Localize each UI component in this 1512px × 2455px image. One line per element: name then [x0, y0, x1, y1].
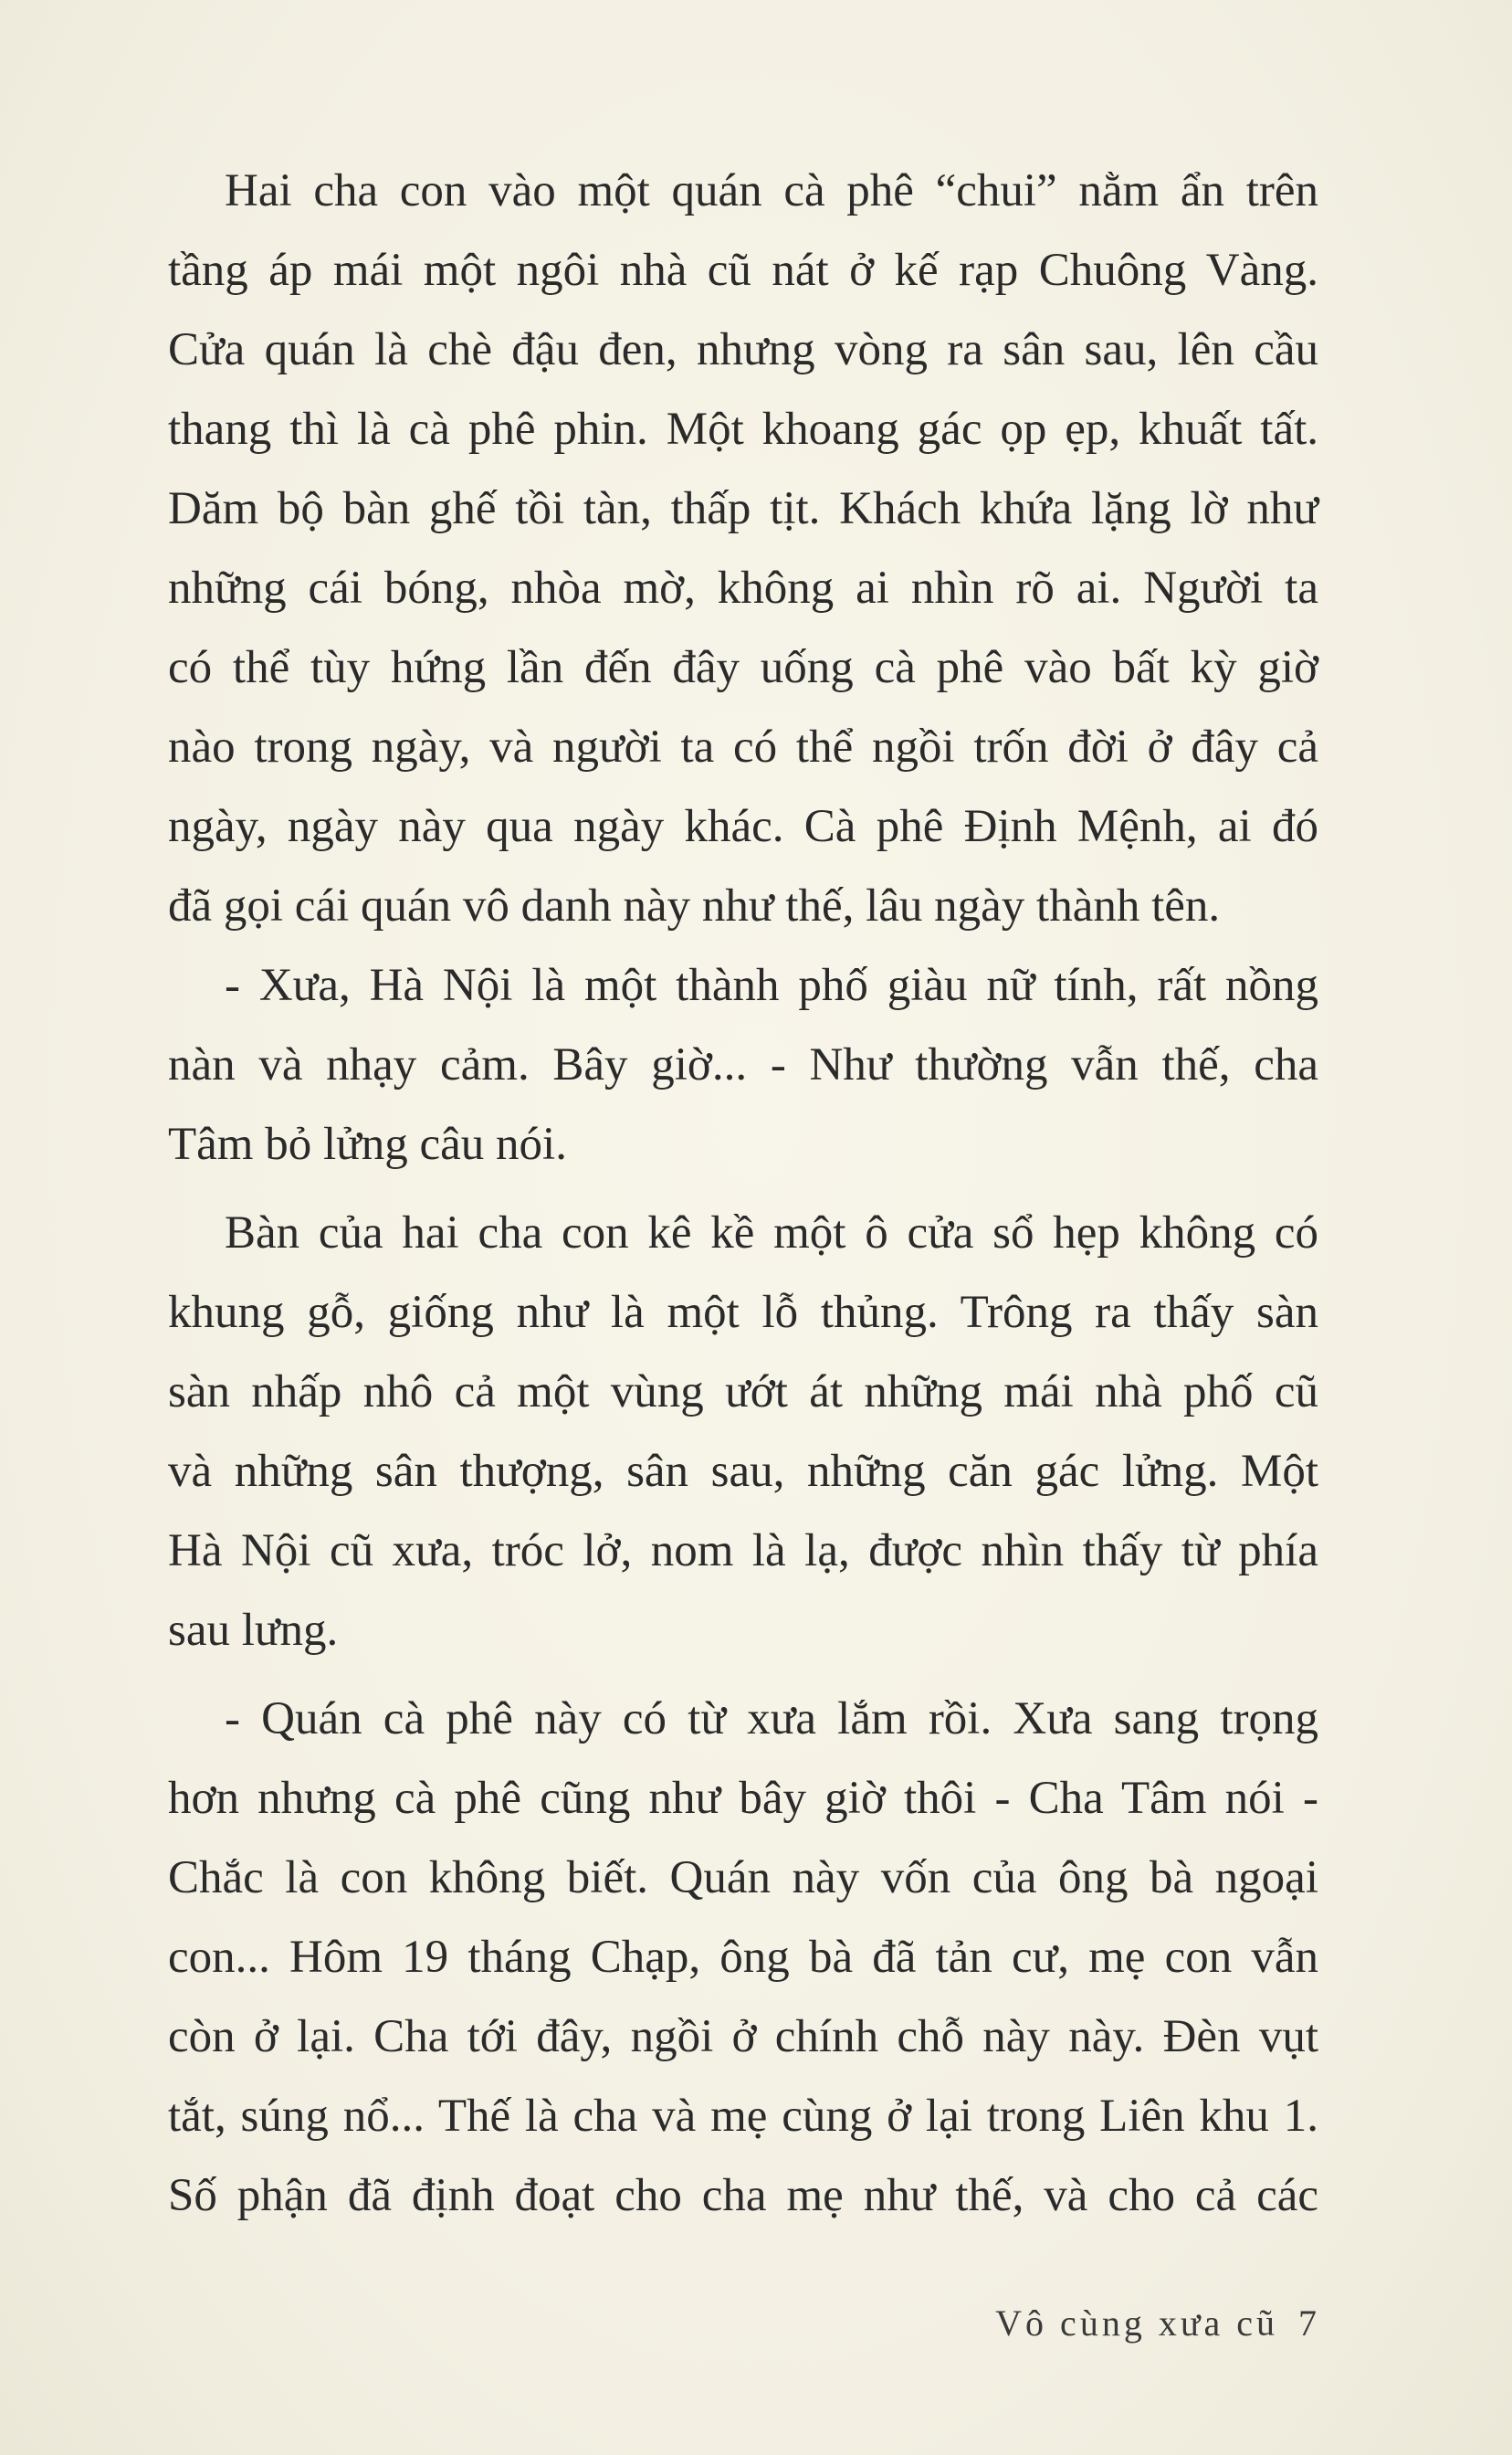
text-line: con... Hôm 19 tháng Chạp, ông bà đã tản cư, mẹ con vẫn	[168, 1932, 1318, 1983]
text-line: Hà Nội cũ xưa, tróc lở, nom là lạ, được nhìn thấy từ phía	[168, 1525, 1318, 1576]
text-line: - Xưa, Hà Nội là một thành phố giàu nữ tính, rất nồng	[225, 960, 1318, 1011]
text-line: những cái bóng, nhòa mờ, không ai nhìn rõ ai. Người ta	[168, 563, 1318, 614]
text-line: Bàn của hai cha con kê kề một ô cửa sổ hẹp không có	[225, 1207, 1318, 1259]
text-line: tầng áp mái một ngôi nhà cũ nát ở kế rạp Chuông Vàng.	[168, 245, 1318, 296]
text-line: Hai cha con vào một quán cà phê “chui” nằm ẩn trên	[225, 165, 1318, 216]
paragraph-2	[168, 946, 1318, 1185]
text-line: Cửa quán là chè đậu đen, nhưng vòng ra sân sau, lên cầu	[168, 324, 1318, 375]
page-footer	[995, 2302, 1317, 2344]
paragraph-gap	[168, 1185, 1318, 1194]
paragraph-1	[168, 152, 1318, 946]
text-line: nàn và nhạy cảm. Bây giờ... - Như thường vẫn thế, cha	[168, 1039, 1318, 1091]
text-line: có thể tùy hứng lần đến đây uống cà phê vào bất kỳ giờ	[168, 642, 1318, 693]
text-line: tắt, súng nổ... Thế là cha và mẹ cùng ở lại trong Liên khu 1.	[168, 2091, 1318, 2142]
text-line: sàn nhấp nhô cả một vùng ướt át những mái nhà phố cũ	[168, 1366, 1318, 1417]
paragraph-gap	[168, 1670, 1318, 1680]
text-line: nào trong ngày, và người ta có thể ngồi trốn đời ở đây cả	[168, 722, 1318, 773]
page-number: 7	[1298, 2302, 1317, 2344]
paragraph-4	[168, 1680, 1318, 2236]
text-line: hơn nhưng cà phê cũng như bây giờ thôi - Cha Tâm nói -	[168, 1773, 1318, 1824]
text-line: thang thì là cà phê phin. Một khoang gác ọp ẹp, khuất tất.	[168, 404, 1318, 455]
text-line: sau lưng.	[168, 1605, 339, 1656]
text-line: còn ở lại. Cha tới đây, ngồi ở chính chỗ này này. Đèn vụt	[168, 2011, 1318, 2062]
text-line: và những sân thượng, sân sau, những căn gác lửng. Một	[168, 1446, 1318, 1497]
body-text	[168, 152, 1318, 2236]
text-line: Chắc là con không biết. Quán này vốn của ông bà ngoại	[168, 1852, 1318, 1903]
running-title: Vô cùng xưa cũ	[995, 2302, 1278, 2344]
text-line: Tâm bỏ lửng câu nói.	[168, 1119, 567, 1170]
text-line: ngày, ngày này qua ngày khác. Cà phê Định Mệnh, ai đó	[168, 801, 1318, 852]
text-line: khung gỗ, giống như là một lỗ thủng. Trông ra thấy sàn	[168, 1287, 1318, 1338]
text-line: - Quán cà phê này có từ xưa lắm rồi. Xưa sang trọng	[225, 1693, 1318, 1744]
text-line: Số phận đã định đoạt cho cha mẹ như thế, và cho cả các	[168, 2170, 1318, 2221]
paragraph-3	[168, 1194, 1318, 1670]
text-line: Dăm bộ bàn ghế tồi tàn, thấp tịt. Khách khứa lặng lờ như	[168, 483, 1318, 534]
text-line: đã gọi cái quán vô danh này như thế, lâu ngày thành tên.	[168, 880, 1221, 932]
